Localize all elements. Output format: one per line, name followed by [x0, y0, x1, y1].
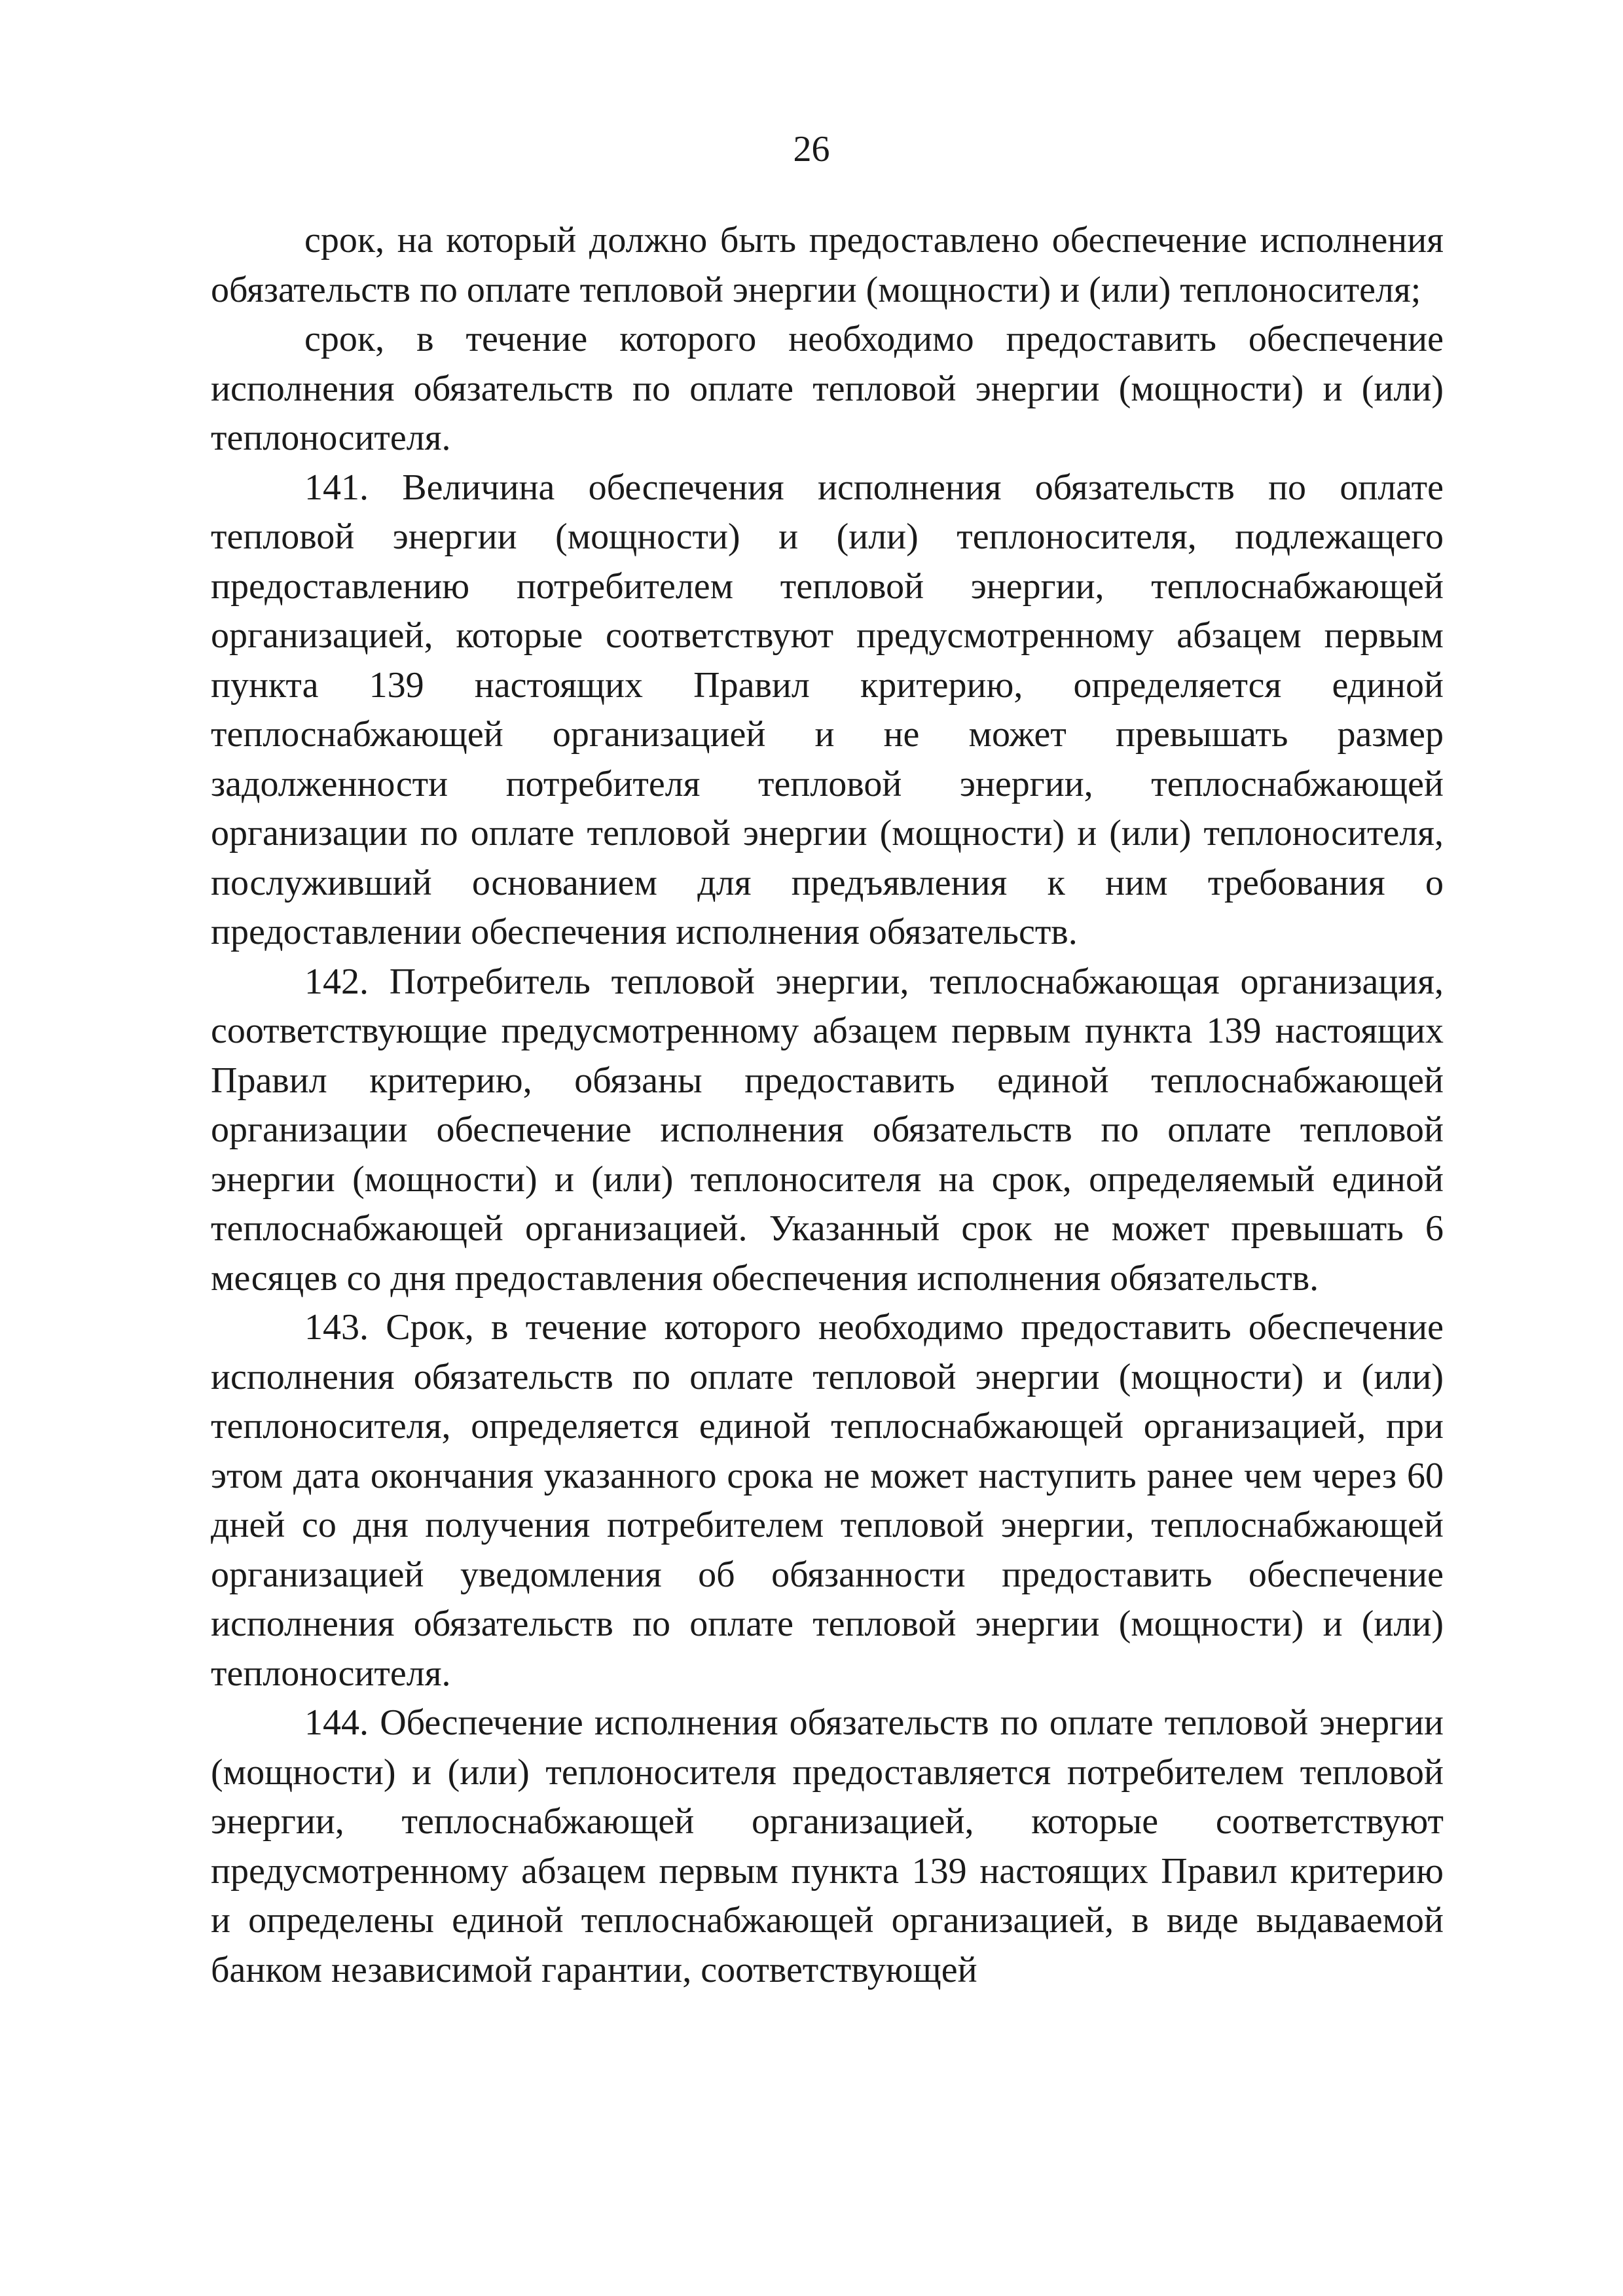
paragraph-term-duration: срок, на который должно быть предоставлено обеспечение исполнения обязательств по оплате тепловой энергии (мощности) и (или) теплоносителя; — [211, 220, 1444, 310]
paragraph-term-deadline: срок, в течение которого необходимо предоставить обеспечение исполнения обязательств по оплате тепловой энергии (мощности) и (или) теплоносителя. — [211, 319, 1444, 458]
paragraph-141: 141. Величина обеспечения исполнения обязательств по оплате тепловой энергии (мощности) и (или) теплоносителя, подлежащего предоставлению потребителем тепловой энергии, теплоснабжающей организацией, которые соответствуют предусмотренному абзацем первым пункта 139 настоящих Правил критерию, определяется единой теплоснабжающей организацией и не может превышать размер задолженности потребителя тепловой энергии, теплоснабжающей организации по оплате тепловой энергии (мощности) и (или) теплоносителя, послуживший основанием для предъявления к ним требования о предоставлении обеспечения исполнения обязательств. — [211, 467, 1444, 952]
paragraph-142: 142. Потребитель тепловой энергии, теплоснабжающая организация, соответствующие предусмотренному абзацем первым пункта 139 настоящих Правил критерию, обязаны предоставить единой теплоснабжающей организации обеспечение исполнения обязательств по оплате тепловой энергии (мощности) и (или) теплоносителя на срок, определяемый единой теплоснабжающей организацией. Указанный срок не может превышать 6 месяцев со дня предоставления обеспечения исполнения обязательств. — [211, 961, 1444, 1299]
paragraph-144: 144. Обеспечение исполнения обязательств по оплате тепловой энергии (мощности) и (или) теплоносителя предоставляется потребителем тепловой энергии, теплоснабжающей организацией, которые соответствуют предусмотренному абзацем первым пункта 139 настоящих Правил критерию и определены единой теплоснабжающей организацией, в виде выдаваемой банком независимой гарантии, соответствующей — [211, 1702, 1444, 1990]
paragraph-143: 143. Срок, в течение которого необходимо предоставить обеспечение исполнения обязательств по оплате тепловой энергии (мощности) и (или) теплоносителя, определяется единой теплоснабжающей организацией, при этом дата окончания указанного срока не может наступить ранее чем через 60 дней со дня получения потребителем тепловой энергии, теплоснабжающей организацией уведомления об обязанности предоставить обеспечение исполнения обязательств по оплате тепловой энергии (мощности) и (или) теплоносителя. — [211, 1307, 1444, 1694]
document-body — [211, 216, 1444, 1995]
page-number: 26 — [793, 129, 830, 170]
